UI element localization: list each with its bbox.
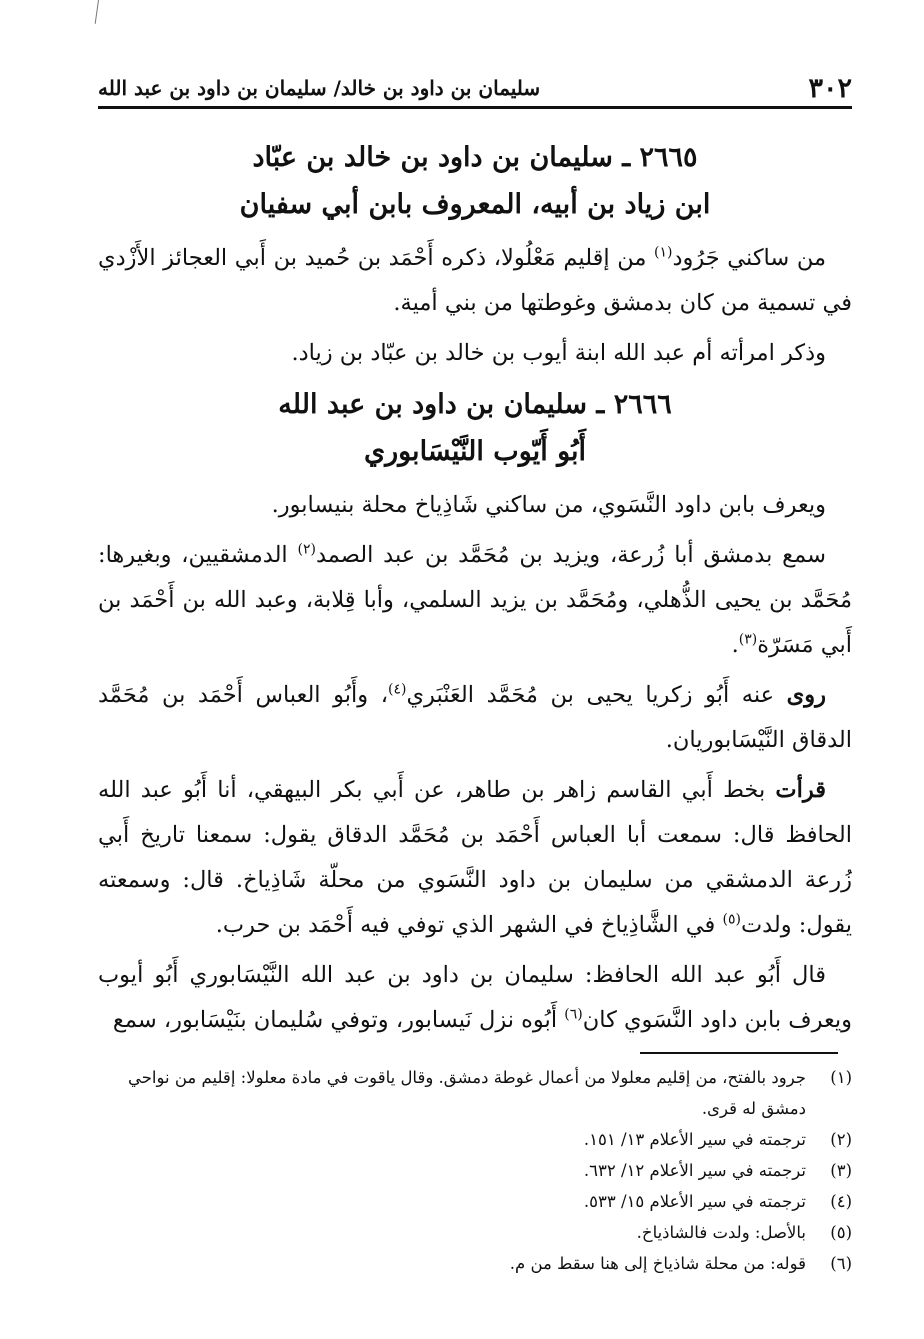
footnote <box>98 1124 852 1155</box>
entry-2666 <box>98 381 852 1043</box>
paragraph: من ساكني جَرُود$^{(١)}$ من إقليم مَعْلُولا، ذكره أَحْمَد بن حُميد بن أَبي العجائز الأَزْدي في تسمية من كان بدمشق وغوطتها من بني أمية. <box>98 244 852 316</box>
footnotes <box>98 1062 852 1279</box>
footnote-ref[interactable]: (٣) <box>738 631 758 648</box>
footnote-text: قوله: من محلة شاذياخ إلى هنا سقط من م. <box>509 1254 806 1273</box>
footnote-number: (٢) <box>830 1130 852 1149</box>
footnote <box>98 1186 852 1217</box>
entry-heading-line2: ابن زياد بن أبيه، المعروف بابن أبي سفيان <box>239 189 711 220</box>
footnote-ref[interactable]: (٥) <box>722 911 741 928</box>
footnote-number: (١) <box>830 1068 852 1087</box>
footnote-ref[interactable]: (١) <box>654 244 673 261</box>
footnote-number: (٥) <box>830 1223 852 1242</box>
footnote-text: بالأصل: ولدت فالشاذياخ. <box>636 1223 806 1242</box>
footnote-number: (٤) <box>830 1192 852 1211</box>
paragraph: ويعرف بابن داود النَّسَوي، من ساكني شَاذِياخ محلة بنيسابور. <box>271 492 826 518</box>
paragraph: روى عنه أَبُو زكريا يحيى بن مُحَمَّد العَنْبَري$^{(٤)}$، وأَبُو العباس أَحْمَد بن مُحَمَّد الدقاق النَّيْسَابوريان. <box>98 681 852 753</box>
footnote-ref[interactable]: (٢) <box>297 541 316 558</box>
page-header <box>98 70 852 109</box>
footnote-text: ترجمته في سير الأعلام ١٥/ ٥٣٣. <box>583 1192 806 1211</box>
footnote-text: ترجمته في سير الأعلام ١٣/ ١٥١. <box>583 1130 806 1149</box>
footnote-ref[interactable]: (٤) <box>387 681 407 698</box>
entry-heading-line1: ٢٦٦٥ ـ سليمان بن داود بن خالد بن عبّاد <box>252 142 698 173</box>
entry-2665 <box>98 134 852 376</box>
lead-word: روى <box>786 682 826 708</box>
footnote-number: (٦) <box>830 1254 852 1273</box>
paragraph: وذكر امرأته أم عبد الله ابنة أيوب بن خالد بن عبّاد بن زياد. <box>291 340 826 366</box>
footnote <box>98 1248 852 1279</box>
running-title: سليمان بن داود بن خالد/ سليمان بن داود بن عبد الله <box>98 76 541 100</box>
footnote-ref[interactable]: (٦) <box>564 1006 583 1023</box>
paragraph: قرأت بخط أَبي القاسم زاهر بن طاهر، عن أَبي بكر البيهقي، أنا أَبُو عبد الله الحافظ قال: سمعت أبا العباس أَحْمَد بن مُحَمَّد الدقاق يقول: سمعنا تاريخ أَبي زُرعة الدمشقي من سليمان بن داود النَّسَوي من محلّة شَاذِياخ. قال: وسمعته يقول: ولدت$^{(٥)}$ في الشَّاذِياخ في الشهر الذي توفي فيه أَحْمَد بن حرب. <box>98 777 852 938</box>
footnote-number: (٣) <box>830 1161 852 1180</box>
entry-heading-line2: أَبُو أَيّوب النَّيْسَابوري <box>363 436 587 467</box>
footnote-separator <box>640 1052 838 1054</box>
footnote-text: ترجمته في سير الأعلام ١٢/ ٦٣٢. <box>583 1161 806 1180</box>
lead-word: قرأت <box>775 777 826 803</box>
footnote <box>98 1155 852 1186</box>
page-body <box>98 134 852 1048</box>
footnote-text: جرود بالفتح، من إقليم معلولا من أعمال غوطة دمشق. وقال ياقوت في مادة معلولا: إقليم من نواحي دمشق له قرى. <box>127 1068 806 1118</box>
paragraph: قال أَبُو عبد الله الحافظ: سليمان بن داود بن عبد الله النَّيْسَابوري أَبُو أيوب ويعرف بابن داود النَّسَوي كان$^{(٦)}$ أَبُوه نزل نَيسابور، وتوفي سُليمان بنَيْسَابور، سمع <box>98 962 852 1033</box>
page-number: ٣٠٢ <box>808 72 852 104</box>
footnote <box>98 1217 852 1248</box>
page-scratch-mark <box>95 0 99 24</box>
paragraph: سمع بدمشق أبا زُرعة، ويزيد بن مُحَمَّد بن عبد الصمد$^{(٢)}$ الدمشقيين، وبغيرها: مُحَمَّد بن يحيى الذُّهلي، ومُحَمَّد بن يزيد السلمي، وأبا قِلابة، وعبد الله بن أَحْمَد بن أَبي مَسَرّة$^{(٣)}$. <box>98 541 852 658</box>
entry-heading-line1: ٢٦٦٦ ـ سليمان بن داود بن عبد الله <box>278 389 672 420</box>
footnote <box>98 1062 852 1124</box>
